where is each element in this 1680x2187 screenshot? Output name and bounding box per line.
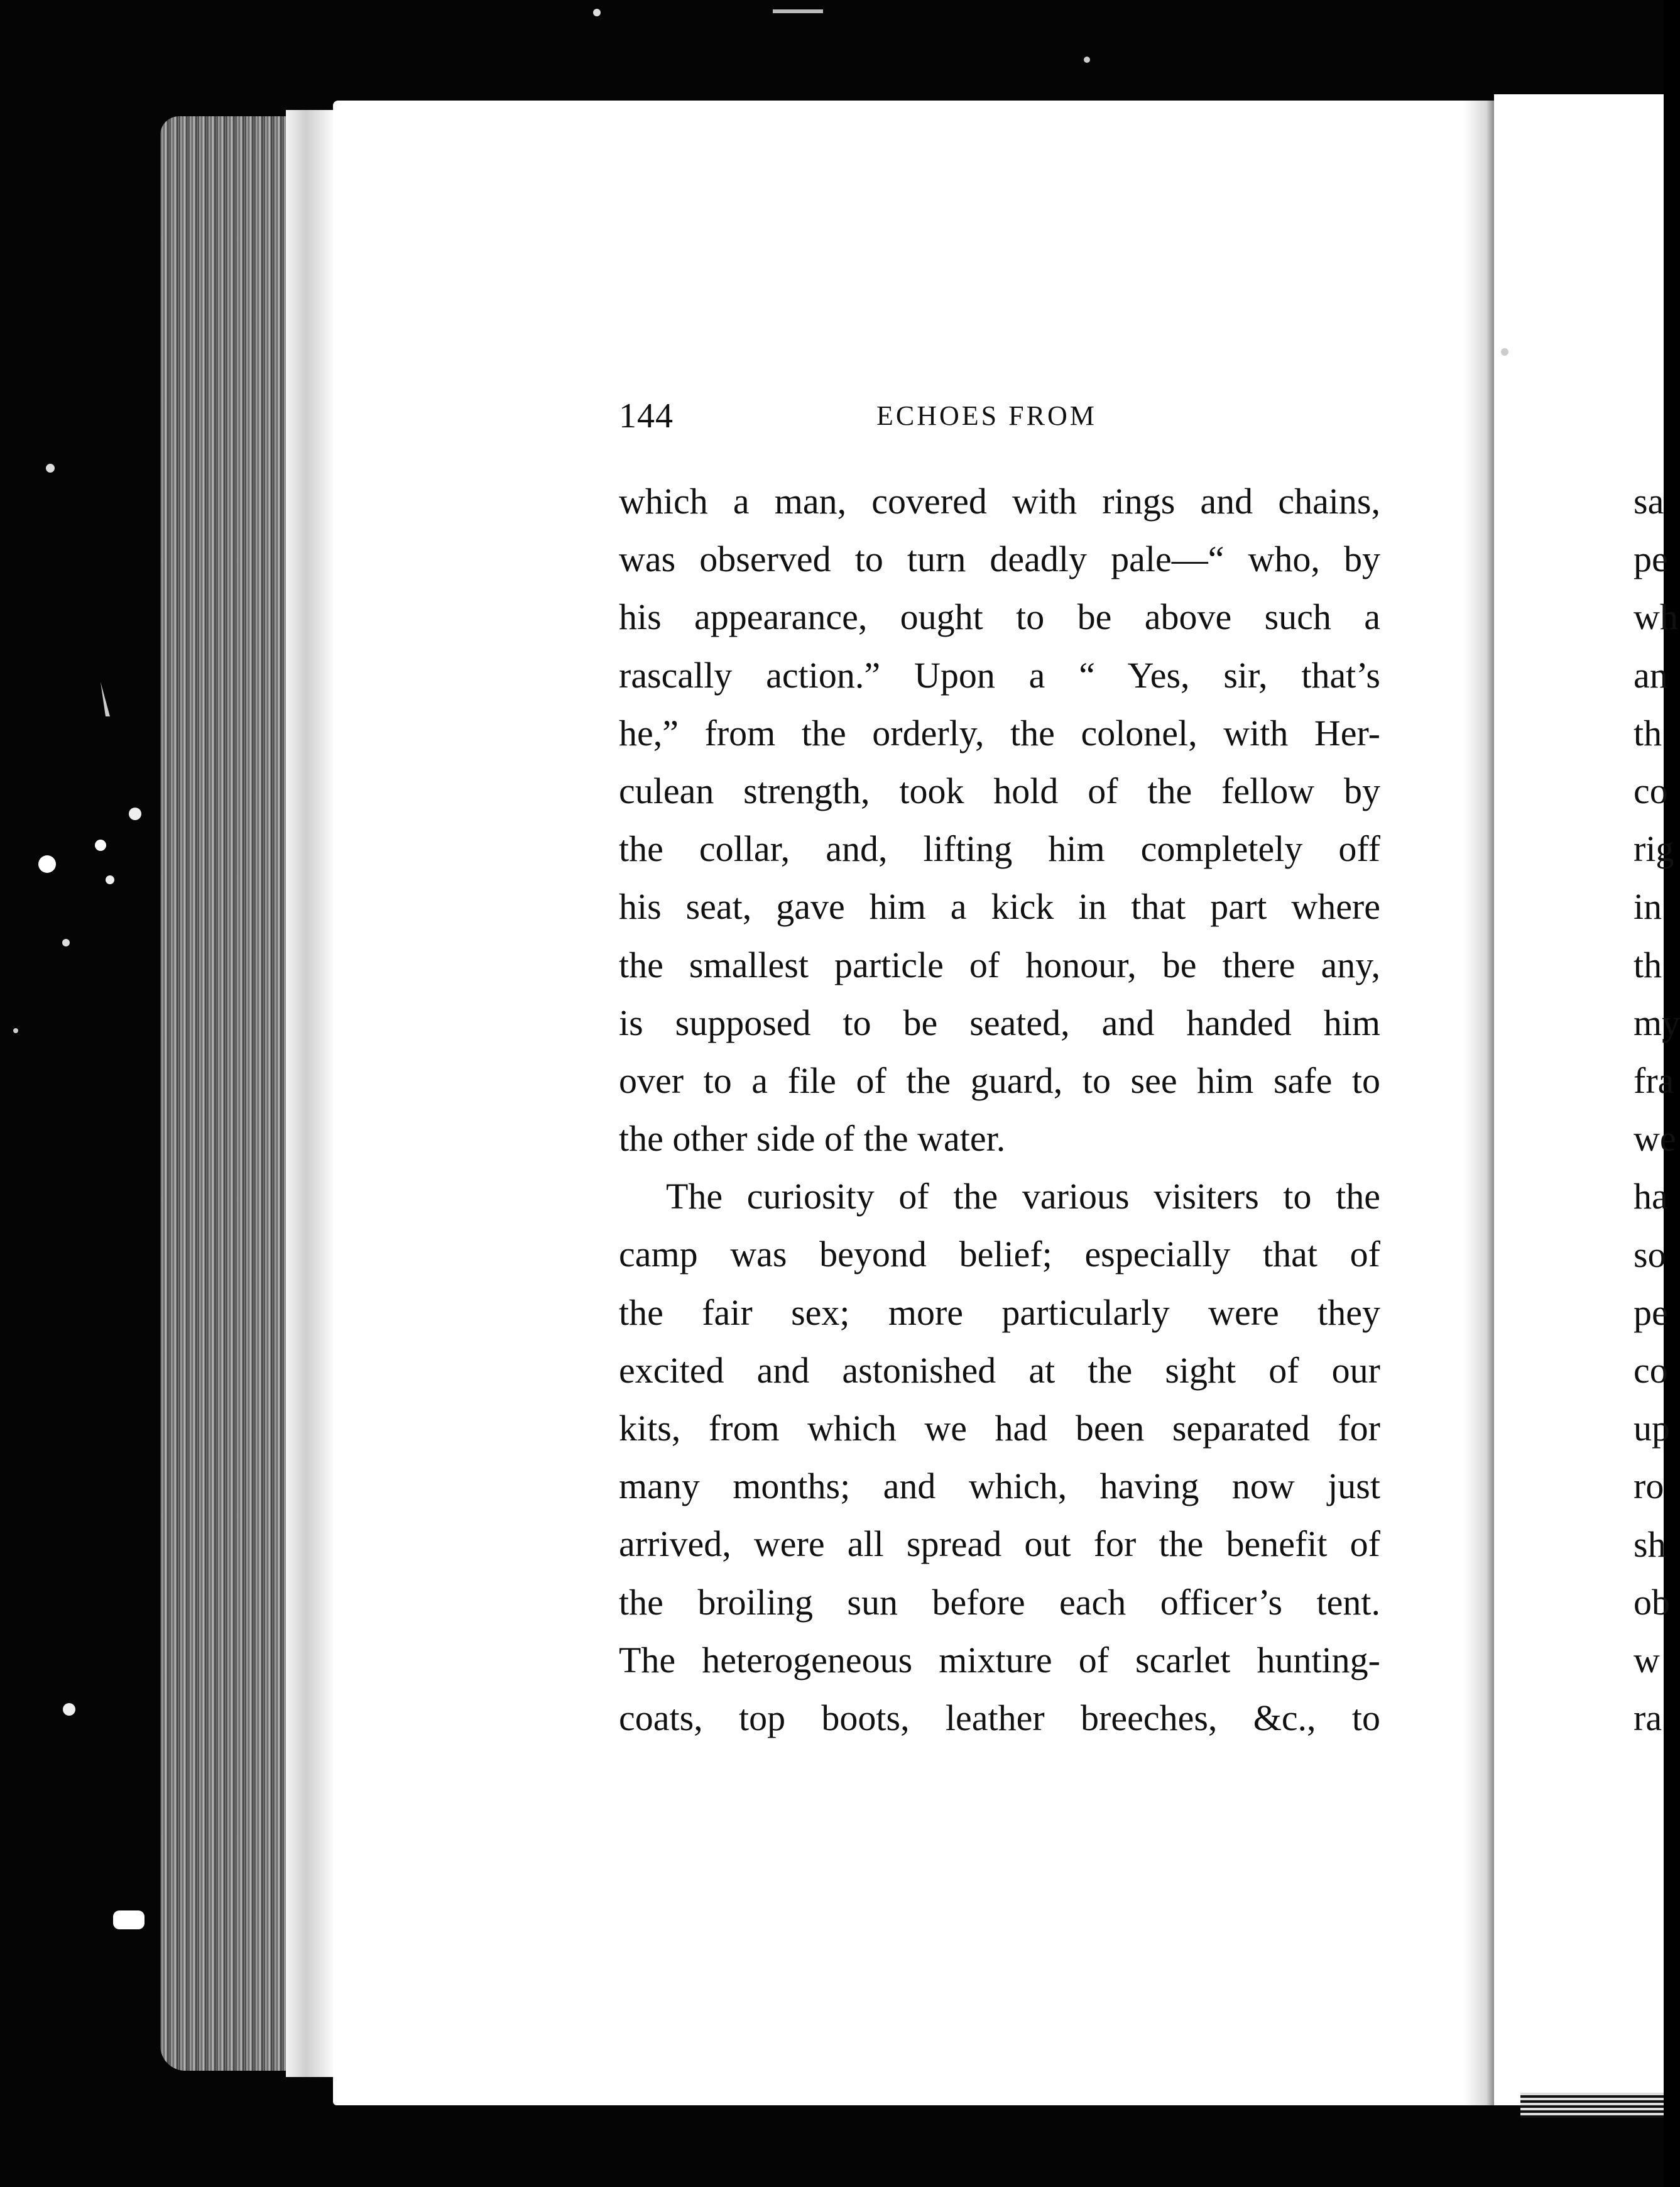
facing-fragment: ra xyxy=(1634,1697,1662,1738)
text-line: the broiling sun before each officer’s tent. xyxy=(619,1581,1380,1623)
facing-fragment: co xyxy=(1634,770,1668,811)
facing-fragment: pe xyxy=(1634,539,1668,579)
facing-fragment: sa xyxy=(1634,481,1664,522)
running-title: ECHOES FROM xyxy=(876,400,1097,431)
text-line: camp was beyond belief; especially that of xyxy=(619,1234,1380,1275)
text-line: he,” from the orderly, the colonel, with Her- xyxy=(619,712,1380,754)
text-line: excited and astonished at the sight of our xyxy=(619,1349,1380,1391)
facing-fragment: up xyxy=(1634,1408,1670,1449)
text-line: his seat, gave him a kick in that part where xyxy=(619,886,1380,928)
facing-fragment: we xyxy=(1634,1118,1676,1159)
facing-fragment: th xyxy=(1634,713,1662,754)
text-line: rascally action.” Upon a “ Yes, sir, that’s xyxy=(619,654,1380,696)
facing-fragment: wh xyxy=(1634,596,1678,637)
text-line: the smallest particle of honour, be there any, xyxy=(619,944,1380,985)
text-line: culean strength, took hold of the fellow by xyxy=(619,770,1380,811)
paragraph-end-line: the other side of the water. xyxy=(619,1118,1006,1159)
text-line: over to a file of the guard, to see him safe to xyxy=(619,1060,1380,1101)
text-line: many months; and which, having now just xyxy=(619,1466,1380,1507)
facing-fragment: th xyxy=(1634,945,1662,985)
facing-fragment: rig xyxy=(1634,828,1674,869)
facing-fragment: so xyxy=(1634,1234,1666,1275)
facing-fragment: ro xyxy=(1634,1466,1664,1506)
text-line: coats, top boots, leather breeches, &c., to xyxy=(619,1697,1380,1738)
facing-fragment: ob xyxy=(1634,1582,1670,1623)
page-number: 144 xyxy=(619,397,674,436)
text-line: kits, from which we had been separated for xyxy=(619,1408,1380,1449)
paragraph-start-line: The curiosity of the various visiters to the xyxy=(666,1176,1380,1217)
text-line: was observed to turn deadly pale—“ who, by xyxy=(619,539,1380,580)
page-edge-highlight xyxy=(286,110,336,2077)
facing-fragment: ha xyxy=(1634,1176,1668,1217)
text-line: which a man, covered with rings and chains, xyxy=(619,481,1380,522)
facing-fragment: sh xyxy=(1634,1524,1666,1565)
facing-fragment: in xyxy=(1634,886,1662,927)
facing-fragment: my xyxy=(1634,1002,1680,1043)
facing-fragment: an xyxy=(1634,655,1668,696)
text-line: arrived, were all spread out for the benefit of xyxy=(619,1523,1380,1565)
facing-fragment: w xyxy=(1634,1640,1660,1680)
running-head xyxy=(619,396,1373,440)
facing-fragment: co xyxy=(1634,1350,1668,1391)
facing-page-edge xyxy=(1520,2093,1664,2118)
body-text xyxy=(619,473,1380,1747)
text-line: the fair sex; more particularly were they xyxy=(619,1291,1380,1333)
facing-fragment: fra xyxy=(1634,1060,1674,1101)
text-line: the collar, and, lifting him completely off xyxy=(619,828,1380,870)
text-line: is supposed to be seated, and handed him xyxy=(619,1002,1380,1043)
text-line: his appearance, ought to be above such a xyxy=(619,596,1380,638)
text-line: The heterogeneous mixture of scarlet hunting- xyxy=(619,1639,1380,1680)
facing-fragment: pe xyxy=(1634,1292,1668,1333)
